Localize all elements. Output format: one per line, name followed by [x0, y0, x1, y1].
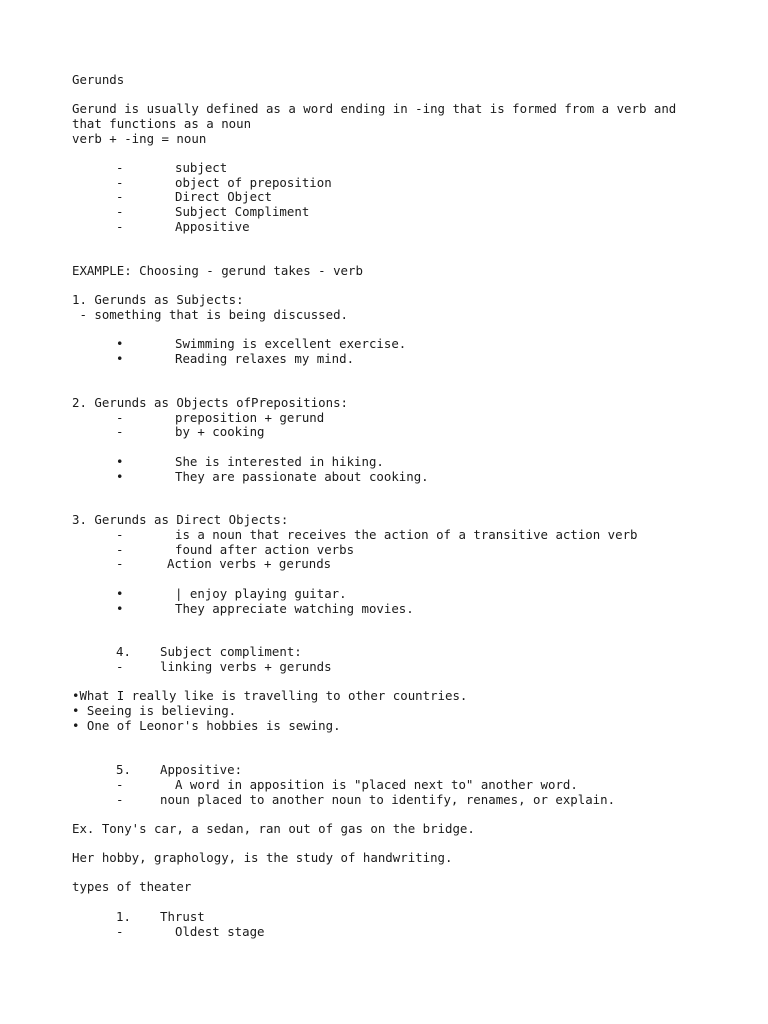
example-sentence: Swimming is excellent exercise. [175, 336, 407, 351]
dash-marker: - [116, 410, 124, 425]
dash-marker: - [116, 204, 124, 219]
rule-item: Action verbs + gerunds [167, 556, 332, 571]
function-item: Subject Compliment [175, 204, 310, 219]
example-sentence: Ex. Tony's car, a sedan, ran out of gas on the bridge. [72, 821, 475, 836]
dash-marker: - [116, 424, 124, 439]
rule-item: found after action verbs [175, 542, 355, 557]
dash-marker: - [116, 659, 124, 674]
dash-marker: - [116, 219, 124, 234]
dash-marker: - [116, 556, 124, 571]
section-number: 5. [116, 762, 131, 777]
rule-item: noun placed to another noun to identify, renames, or explain. [160, 792, 616, 807]
section-heading: 2. Gerunds as Objects ofPrepositions: [72, 395, 349, 410]
dash-marker: - [116, 189, 124, 204]
dash-marker: - [116, 175, 124, 190]
rule-item: linking verbs + gerunds [160, 659, 332, 674]
formula: verb + -ing = noun [72, 131, 207, 146]
section-number: 1. [116, 909, 131, 924]
definition-line-2: that functions as a noun [72, 116, 252, 131]
example-sentence: Her hobby, graphology, is the study of handwriting. [72, 850, 453, 865]
example-sentence: • Seeing is believing. [72, 703, 237, 718]
section-heading: types of theater [72, 879, 192, 894]
dash-marker: - [116, 792, 124, 807]
function-item: Appositive [175, 219, 250, 234]
rule-item: is a noun that receives the action of a transitive action verb [175, 527, 638, 542]
function-item: object of preposition [175, 175, 332, 190]
dash-marker: - [116, 527, 124, 542]
rule-item: preposition + gerund [175, 410, 325, 425]
bullet-marker: • [116, 601, 124, 616]
dash-marker: - [116, 160, 124, 175]
example-sentence: They are passionate about cooking. [175, 469, 429, 484]
example-sentence: They appreciate watching movies. [175, 601, 414, 616]
section-heading: 1. Gerunds as Subjects: [72, 292, 244, 307]
section-heading: Subject compliment: [160, 644, 302, 659]
function-item: Direct Object [175, 189, 272, 204]
definition-line-1: Gerund is usually defined as a word ending in -ing that is formed from a verb and [72, 101, 677, 116]
bullet-marker: • [116, 586, 124, 601]
theater-type: Thrust [160, 909, 205, 924]
rule-item: by + cooking [175, 424, 265, 439]
rule-item: A word in apposition is "placed next to" another word. [175, 777, 578, 792]
section-subline: - something that is being discussed. [72, 307, 349, 322]
dash-marker: - [116, 777, 124, 792]
example-line: EXAMPLE: Choosing - gerund takes - verb [72, 263, 363, 278]
function-item: subject [175, 160, 228, 175]
bullet-marker: • [116, 351, 124, 366]
dash-marker: - [116, 542, 124, 557]
example-sentence: Reading relaxes my mind. [175, 351, 355, 366]
example-sentence: She is interested in hiking. [175, 454, 384, 469]
bullet-marker: • [116, 454, 124, 469]
section-heading: Appositive: [160, 762, 243, 777]
page-title: Gerunds [72, 72, 125, 87]
example-sentence: •What I really like is travelling to other countries. [72, 688, 468, 703]
bullet-marker: • [116, 469, 124, 484]
section-number: 4. [116, 644, 131, 659]
rule-item: Oldest stage [175, 924, 265, 939]
example-sentence: | enjoy playing guitar. [175, 586, 347, 601]
section-heading: 3. Gerunds as Direct Objects: [72, 512, 289, 527]
dash-marker: - [116, 924, 124, 939]
bullet-marker: • [116, 336, 124, 351]
example-sentence: • One of Leonor's hobbies is sewing. [72, 718, 341, 733]
